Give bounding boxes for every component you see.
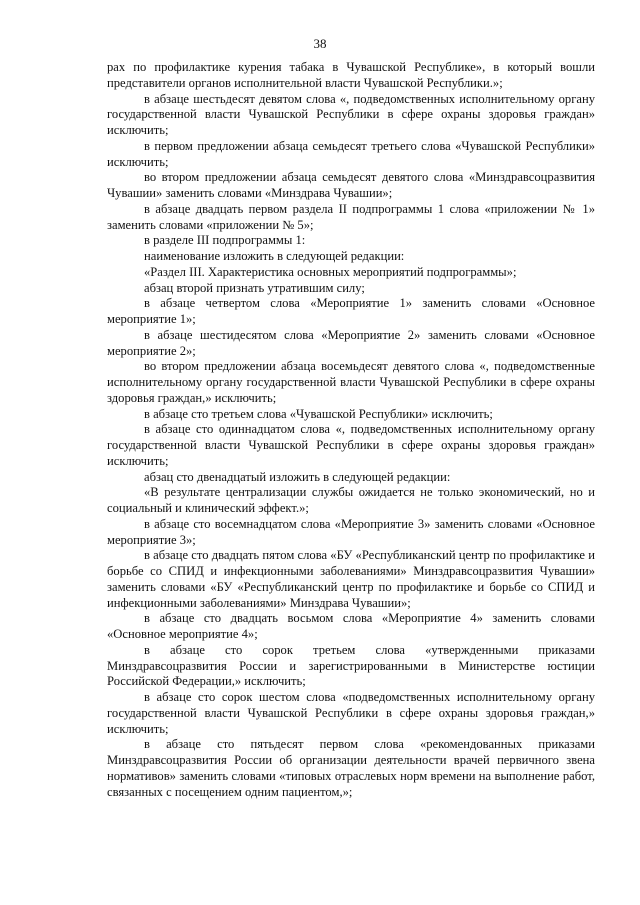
paragraph: абзац сто двенадцатый изложить в следующей редакции: bbox=[144, 469, 451, 484]
paragraph: наименование изложить в следующей редакции: bbox=[144, 249, 405, 263]
paragraph: в абзаце сто пятьдесят первом слова «рекомендованных приказами Минздравсоцразвития России об организации деятельности врачей первичного звена нормативов» заменить словами «типовых отраслевых норм времени на выполнение работ, связанных с посещением одним пациентом,»; bbox=[107, 737, 595, 799]
paragraph: в абзаце шестьдесят девятом слова «, подведомственных исполнительному органу государственной власти Чувашской Республики в сфере охраны здоровья граждан» исключить; bbox=[107, 91, 595, 137]
paragraph: в абзаце шестидесятом слова «Мероприятие 2» заменить словами «Основное мероприятие 2»; bbox=[107, 327, 595, 358]
paragraph: в абзаце сто сорок шестом слова «подведомственных исполнительному органу государственной власти Чувашской Республики в сфере охраны здоровья граждан,» исключить; bbox=[107, 690, 595, 736]
document-body bbox=[107, 60, 595, 800]
paragraph: в абзаце сто третьем слова «Чувашской Республики» исключить; bbox=[144, 406, 493, 421]
paragraph: в абзаце сто одиннадцатом слова «, подведомственных исполнительному органу государственной власти Чувашской Республики в сфере охраны здоровья граждан» исключить; bbox=[107, 422, 595, 468]
paragraph: абзац второй признать утратившим силу; bbox=[144, 280, 365, 295]
paragraph: «В результате централизации службы ожидается не только экономический, но и социальный и клинический эффект.»; bbox=[107, 485, 595, 515]
page-number: 38 bbox=[313, 36, 327, 51]
paragraph: в разделе III подпрограммы 1: bbox=[144, 233, 306, 248]
paragraph: в абзаце сто двадцать восьмом слова «Мероприятие 4» заменить словами «Основное мероприятие 4»; bbox=[107, 611, 595, 641]
paragraph: рах по профилактике курения табака в Чувашской Республике», в который вошли представители органов исполнительной власти Чувашской Республики.»; bbox=[107, 60, 595, 90]
paragraph: «Раздел III. Характеристика основных мероприятий подпрограммы»; bbox=[144, 264, 517, 279]
paragraph: в абзаце сто двадцать пятом слова «БУ «Республиканский центр по профилактике и борьбе со СПИД и инфекционными заболеваниями» Минздравсоцразвития Чувашии» заменить словами «БУ «Республиканский центр по профилактике и борьбе со СПИД и инфекционными заболеваниями» Минздрава Чувашии»; bbox=[107, 548, 595, 610]
paragraph: в абзаце двадцать первом раздела II подпрограммы 1 слова «приложении № 1» заменить словами «приложении № 5»; bbox=[107, 201, 595, 232]
paragraph: в абзаце сто восемнадцатом слова «Мероприятие 3» заменить словами «Основное мероприятие 3»; bbox=[107, 516, 595, 547]
paragraph: в абзаце четвертом слова «Мероприятие 1» заменить словами «Основное мероприятие 1»; bbox=[107, 296, 595, 326]
paragraph: во втором предложении абзаца восемьдесят девятого слова «, подведомственные исполнительному органу государственной власти Чувашской Республики в сфере охраны здоровья граждан,» исключить; bbox=[107, 359, 595, 405]
paragraph: в первом предложении абзаца семьдесят третьего слова «Чувашской Республики» исключить; bbox=[107, 138, 595, 169]
paragraph: в абзаце сто сорок третьем слова «утвержденными приказами Минздравсоцразвития России и зарегистрированными в Министерстве юстиции Российской Федерации,» исключить; bbox=[107, 642, 595, 689]
paragraph: во втором предложении абзаца семьдесят девятого слова «Минздравсоцразвития Чувашии» заменить словами «Минздрава Чувашии»; bbox=[107, 170, 595, 200]
